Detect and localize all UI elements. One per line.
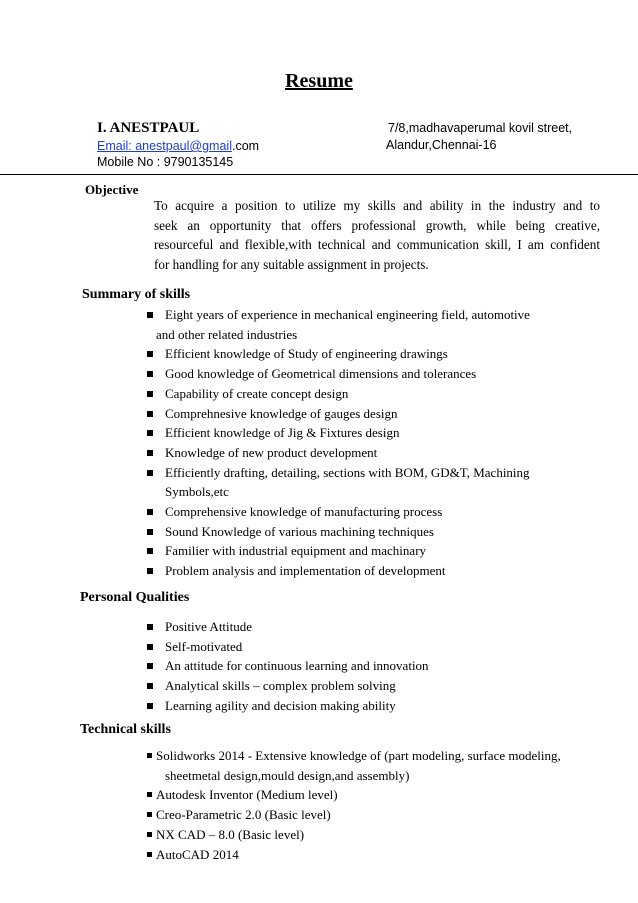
square-bullet-icon xyxy=(147,683,153,689)
list-item: Positive Attitude xyxy=(147,617,587,637)
objective-line: To acquire a position to utilize my skills and ability in the industry and to xyxy=(154,198,600,213)
objective-line: for handling for any suitable assignment in projects. xyxy=(154,256,429,272)
list-item: Comprehnesive knowledge of gauges design xyxy=(147,404,607,424)
list-item: Solidworks 2014 - Extensive knowledge of (part modeling, surface modeling, sheetmetal design,mould design,and assembly) xyxy=(147,746,607,785)
square-bullet-icon xyxy=(147,312,153,318)
square-bullet-icon xyxy=(147,391,153,397)
email-link[interactable]: Email: anestpaul@gmail xyxy=(97,139,232,153)
email-suffix: .com xyxy=(231,139,260,153)
square-bullet-icon xyxy=(147,351,153,357)
square-bullet-icon xyxy=(147,430,153,436)
square-bullet-icon xyxy=(147,703,153,709)
email-line xyxy=(97,139,259,153)
square-bullet-icon xyxy=(147,371,153,377)
technical-list xyxy=(147,746,607,864)
list-item: Learning agility and decision making ability xyxy=(147,696,587,716)
list-item: Problem analysis and implementation of development xyxy=(147,561,607,581)
square-bullet-icon xyxy=(147,792,152,797)
square-bullet-icon xyxy=(147,529,153,535)
list-item: Creo-Parametric 2.0 (Basic level) xyxy=(147,805,607,825)
objective-heading: Objective xyxy=(85,182,139,197)
square-bullet-icon xyxy=(147,470,153,476)
list-item: Good knowledge of Geometrical dimensions and tolerances xyxy=(147,364,607,384)
square-bullet-icon xyxy=(147,663,153,669)
square-bullet-icon xyxy=(147,812,152,817)
square-bullet-icon xyxy=(147,509,153,515)
candidate-name: I. ANESTPAUL xyxy=(97,120,200,136)
objective-paragraph xyxy=(154,196,600,274)
list-item: Efficient knowledge of Study of engineering drawings xyxy=(147,344,607,364)
list-item: Knowledge of new product development xyxy=(147,443,607,463)
list-item: Eight years of experience in mechanical engineering field, automotive and other related industries xyxy=(147,305,607,344)
qualities-heading: Personal Qualities xyxy=(80,590,190,605)
skills-heading: Summary of skills xyxy=(82,287,191,302)
objective-line: seek an opportunity that offers professional growth, while being creative, xyxy=(154,217,600,233)
square-bullet-icon xyxy=(147,832,152,837)
square-bullet-icon xyxy=(147,548,153,554)
header-divider xyxy=(0,174,638,175)
square-bullet-icon xyxy=(147,624,153,630)
square-bullet-icon xyxy=(147,852,152,857)
list-item: Capability of create concept design xyxy=(147,384,607,404)
list-item: Familier with industrial equipment and machinary xyxy=(147,541,607,561)
resume-title: Resume xyxy=(285,70,353,92)
qualities-list xyxy=(147,617,587,716)
list-item: AutoCAD 2014 xyxy=(147,845,607,865)
list-item: An attitude for continuous learning and innovation xyxy=(147,656,587,676)
list-item: Self-motivated xyxy=(147,637,587,657)
list-item: Analytical skills – complex problem solving xyxy=(147,676,587,696)
list-item: Efficient knowledge of Jig & Fixtures design xyxy=(147,423,607,443)
list-item: Comprehensive knowledge of manufacturing process xyxy=(147,502,607,522)
square-bullet-icon xyxy=(147,450,153,456)
technical-heading: Technical skills xyxy=(80,722,171,737)
list-item: Autodesk Inventor (Medium level) xyxy=(147,785,607,805)
list-item: Sound Knowledge of various machining techniques xyxy=(147,522,607,542)
mobile-number: Mobile No : 9790135145 xyxy=(97,155,234,169)
skills-list xyxy=(147,305,607,581)
square-bullet-icon xyxy=(147,411,153,417)
square-bullet-icon xyxy=(147,568,153,574)
square-bullet-icon xyxy=(147,644,153,650)
objective-line: resourceful and flexible,with technical and communication skill, I am confident xyxy=(154,237,600,252)
address-line-2: Alandur,Chennai-16 xyxy=(386,138,497,152)
list-item: Efficiently drafting, detailing, sections with BOM, GD&T, Machining Symbols,etc xyxy=(147,463,607,502)
square-bullet-icon xyxy=(147,753,152,758)
list-item: NX CAD – 8.0 (Basic level) xyxy=(147,825,607,845)
address-line-1: 7/8,madhavaperumal kovil street, xyxy=(388,121,573,135)
